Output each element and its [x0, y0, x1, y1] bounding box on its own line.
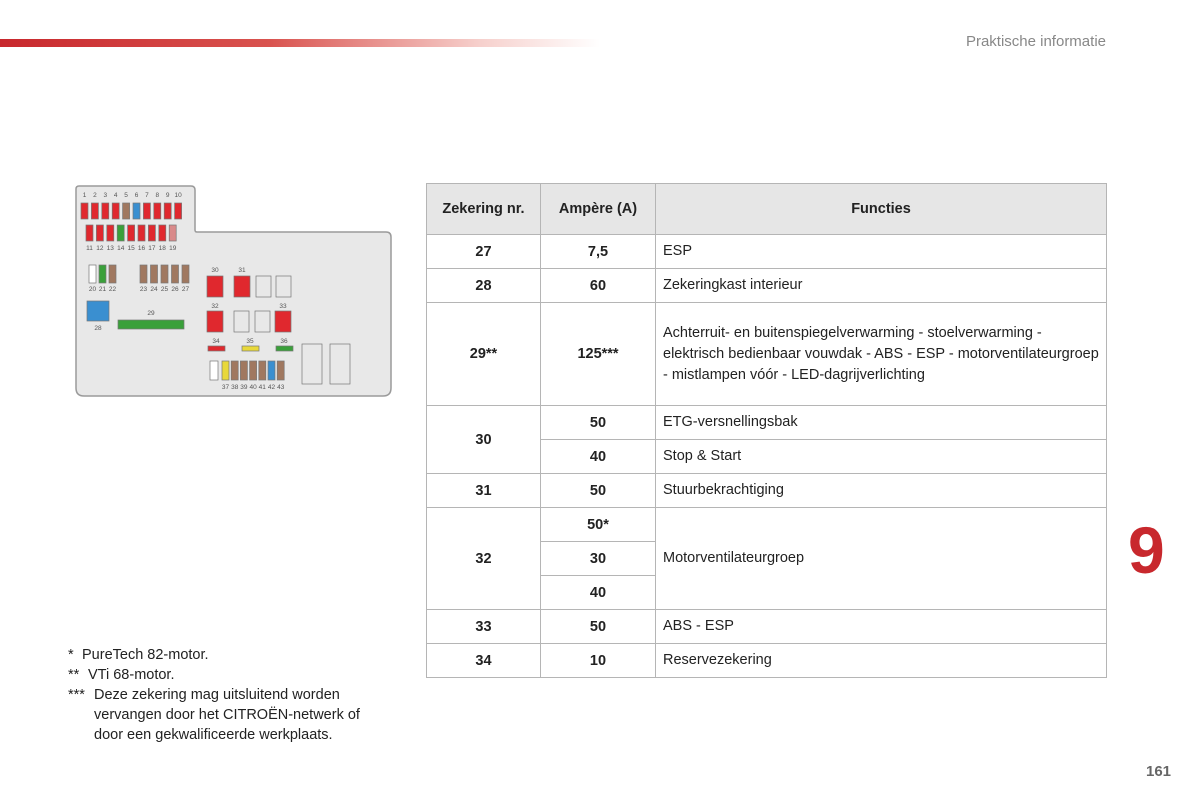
fuse-label: 8	[155, 192, 160, 199]
table-row	[427, 269, 1107, 303]
fuse-label: 7	[145, 192, 149, 199]
footnote	[68, 685, 384, 745]
footnote	[68, 665, 384, 685]
fuse-ampere: 50	[541, 406, 656, 440]
fuse-label: 3	[103, 192, 108, 199]
fuse-number: 27	[427, 235, 541, 269]
fuse	[172, 265, 179, 283]
fuse-label: 5	[124, 192, 128, 199]
fuse-number: 28	[427, 269, 541, 303]
fuse	[91, 203, 98, 219]
section-title: Praktische informatie	[965, 33, 1106, 50]
table-row	[427, 406, 1107, 440]
table-row	[427, 508, 1107, 542]
fuse-label: 2	[93, 192, 97, 199]
fuse-label: 29	[147, 310, 155, 317]
fuse-function: Stop & Start	[656, 440, 1107, 474]
fuse	[182, 265, 189, 283]
fuse-label: 30	[211, 267, 219, 274]
fuse-function: ESP	[656, 235, 1107, 269]
fuse	[151, 265, 158, 283]
fuse-label: 13	[106, 245, 114, 252]
fuse	[140, 265, 147, 283]
fuse-label: 9	[165, 192, 170, 199]
fuse-label: 33	[279, 303, 287, 310]
fuse	[87, 301, 109, 321]
fuse-label: 32	[211, 303, 219, 310]
fuse	[250, 361, 257, 380]
fuse-ampere: 50	[541, 474, 656, 508]
fuse	[169, 225, 176, 241]
fuse-label: 15	[127, 245, 135, 252]
header-functies: Functies	[656, 184, 1107, 235]
header-zekering: Zekering nr.	[427, 184, 541, 235]
fuse-label: 38	[231, 384, 239, 391]
fuse	[128, 225, 135, 241]
fuse	[234, 276, 250, 297]
fuse-label: 24	[150, 286, 158, 293]
fuse-number: 29**	[427, 303, 541, 406]
fuse-number: 32	[427, 508, 541, 610]
fuse-label: 41	[258, 384, 266, 391]
fuse-label: 39	[240, 384, 248, 391]
fuse	[109, 265, 116, 283]
fuse	[240, 361, 247, 380]
fuse	[118, 320, 184, 329]
fuse	[89, 265, 96, 283]
fuse	[123, 203, 130, 219]
footnote-mark: ***	[68, 687, 85, 703]
fuse-function: ETG-versnellingsbak	[656, 406, 1107, 440]
relay	[302, 344, 322, 384]
fuse-label: 10	[174, 192, 182, 199]
fuse	[210, 361, 218, 380]
fuse-label: 6	[134, 192, 139, 199]
fuse-ampere: 60	[541, 269, 656, 303]
fuse-label: 22	[108, 286, 117, 293]
fuse	[222, 361, 229, 380]
chapter-number: 9	[1128, 513, 1165, 587]
header-ampere: Ampère (A)	[541, 184, 656, 235]
fuse-box-diagram	[70, 183, 400, 403]
fuse-label: 31	[238, 267, 246, 274]
fuse	[164, 203, 171, 219]
fuse-number: 31	[427, 474, 541, 508]
footnote-mark: **	[68, 667, 80, 683]
fuse	[81, 203, 88, 219]
fuse-label: 27	[181, 286, 190, 293]
fuse-function: Motorventilateurgroep	[656, 508, 1107, 610]
fuse-label: 26	[171, 286, 179, 293]
fuse	[275, 311, 291, 332]
fuse-ampere: 125***	[541, 303, 656, 406]
fuse-label: 35	[246, 338, 254, 345]
fuse	[208, 346, 225, 351]
fuse	[148, 225, 155, 241]
fuse	[207, 276, 223, 297]
fuse	[117, 225, 124, 241]
fuse-function: Reservezekering	[656, 644, 1107, 678]
fuse	[86, 225, 93, 241]
fuse-slot	[276, 276, 291, 297]
fuse	[231, 361, 238, 380]
fuse	[102, 203, 109, 219]
fuse	[175, 203, 182, 219]
footnote-mark: *	[68, 647, 74, 663]
fuse-function: Stuurbekrachtiging	[656, 474, 1107, 508]
fuse-ampere: 30	[541, 542, 656, 576]
red-accent-bar	[0, 39, 600, 47]
fuse-ampere: 7,5	[541, 235, 656, 269]
fuse-number: 30	[427, 406, 541, 474]
fuse	[107, 225, 114, 241]
fuse-label: 36	[280, 338, 288, 345]
fuse-label: 14	[117, 245, 125, 252]
fuse-slot	[256, 276, 271, 297]
fuse-label: 28	[94, 325, 102, 332]
fuse-label: 19	[169, 245, 177, 252]
fuse	[161, 265, 168, 283]
fuse-label: 37	[221, 384, 230, 391]
fuse	[259, 361, 266, 380]
fuse-slot	[255, 311, 270, 332]
fuse	[268, 361, 275, 380]
fuse	[276, 346, 293, 351]
table-header-row	[427, 184, 1107, 235]
fuse-label: 20	[88, 286, 97, 293]
fuse-ampere: 50	[541, 610, 656, 644]
fuse-number: 34	[427, 644, 541, 678]
fuse-slot	[234, 311, 249, 332]
fuse	[99, 265, 106, 283]
fuse-function: Achterruit- en buitenspiegelverwarming - stoelverwarming - elektrisch bedienbaar vouwdak - ABS - ESP - motorventilateurgroep - mistlampen vóór - LED-dagrijverlichting	[656, 303, 1107, 406]
fuse	[133, 203, 140, 219]
page-number: 161	[1146, 763, 1172, 780]
footnote-text: Deze zekering mag uitsluitend worden vervangen door het CITROËN-netwerk of door een gekwalificeerde werkplaats.	[94, 687, 360, 743]
fuse	[143, 203, 150, 219]
table-row	[427, 303, 1107, 406]
fuse-label: 17	[148, 245, 156, 252]
footnotes	[68, 645, 384, 745]
fuse-ampere: 40	[541, 440, 656, 474]
table-row	[427, 644, 1107, 678]
fuse-label: 1	[82, 192, 87, 199]
table-row	[427, 474, 1107, 508]
fuse	[242, 346, 259, 351]
fuse-label: 34	[212, 338, 220, 345]
fuse-ampere: 50*	[541, 508, 656, 542]
table-row	[427, 610, 1107, 644]
fuse-function: ABS - ESP	[656, 610, 1107, 644]
fuse-label: 16	[137, 245, 146, 252]
fuse-number: 33	[427, 610, 541, 644]
relay	[330, 344, 350, 384]
footnote	[68, 645, 384, 665]
fuse-label: 42	[267, 384, 276, 391]
fuse-table	[426, 183, 1107, 678]
footnote-text: PureTech 82-motor.	[82, 647, 209, 663]
fuse-ampere: 40	[541, 576, 656, 610]
fuse-label: 23	[139, 286, 148, 293]
fuse	[138, 225, 145, 241]
fuse-label: 12	[96, 245, 104, 252]
fuse-label: 18	[158, 245, 166, 252]
fuse	[154, 203, 161, 219]
fuse	[159, 225, 166, 241]
fuse-label: 11	[86, 245, 93, 252]
footnote-text: VTi 68-motor.	[88, 667, 175, 683]
fuse-label: 25	[160, 286, 169, 293]
fuse-ampere: 10	[541, 644, 656, 678]
fuse-label: 21	[98, 286, 107, 293]
fuse	[207, 311, 223, 332]
fuse-label: 40	[249, 384, 257, 391]
fuse	[96, 225, 103, 241]
fuse-label: 43	[277, 384, 285, 391]
fuse	[112, 203, 119, 219]
fuse-function: Zekeringkast interieur	[656, 269, 1107, 303]
fuse	[277, 361, 284, 380]
fuse-label: 4	[113, 192, 118, 199]
table-row	[427, 235, 1107, 269]
